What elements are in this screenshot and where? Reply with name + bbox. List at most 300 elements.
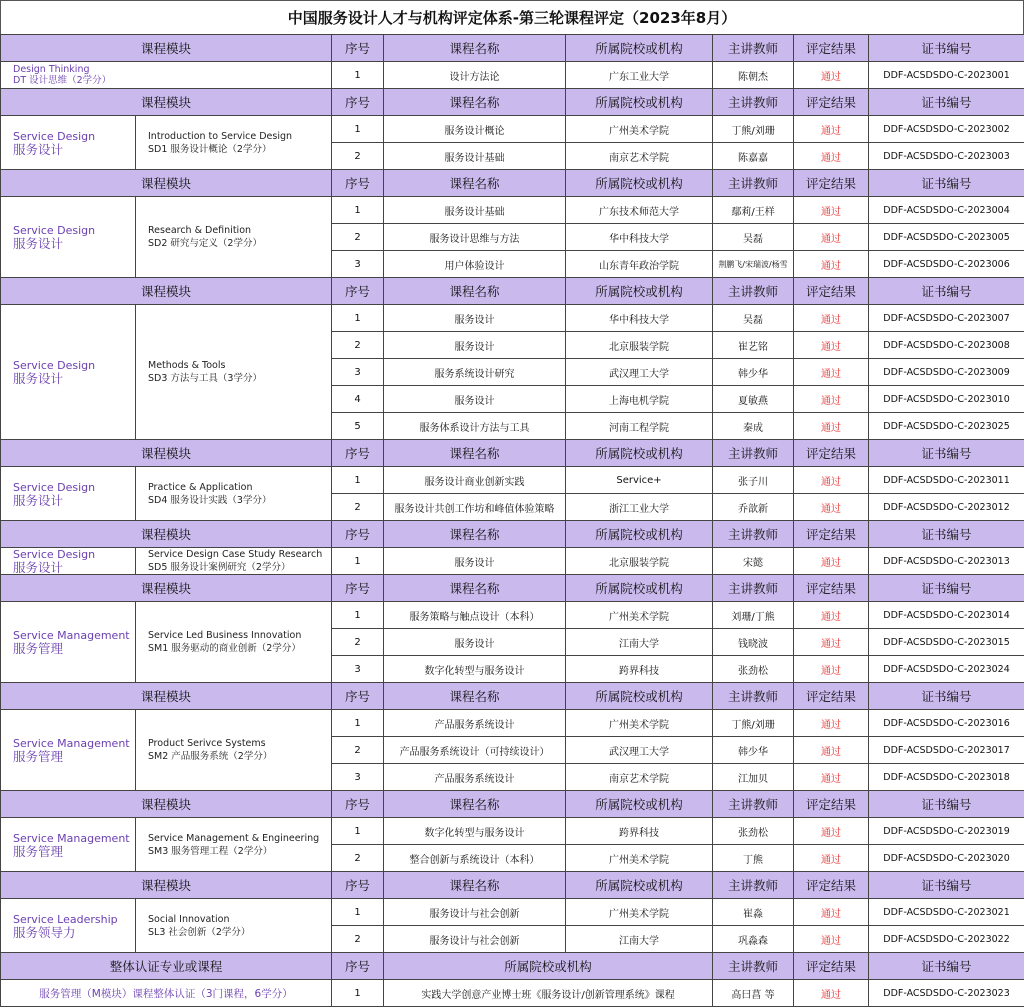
module-area-cn: 服务设计: [13, 494, 135, 507]
header-course-name: 课程名称: [384, 278, 566, 305]
seq-cell: 2: [332, 926, 384, 953]
header-cert: 证书编号: [869, 521, 1024, 548]
course-name-cell: 服务设计与社会创新: [384, 926, 566, 953]
header-cert: 证书编号: [869, 683, 1024, 710]
module-course-en: Research & Definition: [148, 224, 331, 237]
header-module: 课程模块: [1, 278, 332, 305]
teacher-cell: 张劲松: [713, 818, 794, 845]
teacher-cell: 崔淼: [713, 899, 794, 926]
header-institution: 所属院校或机构: [566, 170, 713, 197]
header-module: 课程模块: [1, 872, 332, 899]
module-area-cn: 服务管理: [13, 750, 135, 763]
final-module-cell: 服务管理（M模块）课程整体认证（3门课程，6学分）: [1, 980, 332, 1007]
seq-cell: 1: [332, 467, 384, 494]
institution-cell: 北京服装学院: [566, 332, 713, 359]
seq-cell: 2: [332, 737, 384, 764]
header-module: 课程模块: [1, 170, 332, 197]
final-result-cell: 通过: [794, 980, 869, 1007]
module-course-cn: SM3 服务管理工程（2学分）: [148, 845, 331, 858]
course-name-cell: 服务设计商业创新实践: [384, 467, 566, 494]
header-teacher: 主讲教师: [713, 89, 794, 116]
teacher-cell: 荆鹏飞/宋瑞波/杨雪: [713, 251, 794, 278]
header-row: [1, 35, 1024, 62]
module-course-cell: [136, 467, 332, 521]
header-cert: 证书编号: [869, 89, 1024, 116]
cert-cell: DDF-ACSDSDO-C-2023010: [869, 386, 1024, 413]
header-row: [1, 521, 1024, 548]
teacher-cell: 崔艺铭: [713, 332, 794, 359]
teacher-cell: 鄢莉/王样: [713, 197, 794, 224]
result-cell: 通过: [794, 359, 869, 386]
course-name-cell: 服务设计基础: [384, 143, 566, 170]
cert-cell: DDF-ACSDSDO-C-2023018: [869, 764, 1024, 791]
header-institution: 所属院校或机构: [566, 872, 713, 899]
table-row: [1, 710, 1024, 737]
institution-cell: 跨界科技: [566, 656, 713, 683]
header-institution: 所属院校或机构: [566, 35, 713, 62]
module-area-cell: [1, 305, 136, 440]
result-cell: 通过: [794, 764, 869, 791]
final-header-module: 整体认证专业或课程: [1, 953, 332, 980]
seq-cell: 1: [332, 710, 384, 737]
header-teacher: 主讲教师: [713, 683, 794, 710]
module-course-cell: [136, 899, 332, 953]
result-cell: 通过: [794, 224, 869, 251]
cert-cell: DDF-ACSDSDO-C-2023012: [869, 494, 1024, 521]
table-row: [1, 602, 1024, 629]
header-teacher: 主讲教师: [713, 35, 794, 62]
cert-cell: DDF-ACSDSDO-C-2023006: [869, 251, 1024, 278]
seq-cell: 2: [332, 332, 384, 359]
header-seq: 序号: [332, 35, 384, 62]
header-teacher: 主讲教师: [713, 440, 794, 467]
header-institution: 所属院校或机构: [566, 89, 713, 116]
teacher-cell: 巩淼森: [713, 926, 794, 953]
header-result: 评定结果: [794, 872, 869, 899]
module-area-en: Service Design: [13, 130, 135, 143]
module-area-en: Service Design: [13, 359, 135, 372]
result-cell: 通过: [794, 845, 869, 872]
cert-cell: DDF-ACSDSDO-C-2023013: [869, 548, 1024, 575]
module-course-en: Methods & Tools: [148, 359, 331, 372]
seq-cell: 1: [332, 116, 384, 143]
module-area-cell: [1, 818, 136, 872]
module-area-en: Service Leadership: [13, 913, 135, 926]
module-course-en: Product Serivce Systems: [148, 737, 331, 750]
module-area-cn: 服务设计: [13, 561, 135, 574]
cert-cell: DDF-ACSDSDO-C-2023021: [869, 899, 1024, 926]
header-teacher: 主讲教师: [713, 278, 794, 305]
cert-cell: DDF-ACSDSDO-C-2023009: [869, 359, 1024, 386]
cert-cell: DDF-ACSDSDO-C-2023011: [869, 467, 1024, 494]
result-cell: 通过: [794, 116, 869, 143]
module-course-en: Service Design Case Study Research: [148, 548, 331, 561]
result-cell: 通过: [794, 332, 869, 359]
module-area-en: Service Design: [13, 481, 135, 494]
header-institution: 所属院校或机构: [566, 521, 713, 548]
result-cell: 通过: [794, 818, 869, 845]
header-seq: 序号: [332, 872, 384, 899]
module-cn: DT 设计思维（2学分）: [13, 75, 331, 86]
header-institution: 所属院校或机构: [566, 575, 713, 602]
module-course-en: Service Led Business Innovation: [148, 629, 331, 642]
header-result: 评定结果: [794, 440, 869, 467]
teacher-cell: 丁熊/刘珊: [713, 116, 794, 143]
table-row: [1, 467, 1024, 494]
header-course-name: 课程名称: [384, 35, 566, 62]
module-area-cn: 服务管理: [13, 845, 135, 858]
header-course-name: 课程名称: [384, 89, 566, 116]
module-area-en: Service Management: [13, 737, 135, 750]
cert-cell: DDF-ACSDSDO-C-2023024: [869, 656, 1024, 683]
institution-cell: 广州美术学院: [566, 602, 713, 629]
module-course-en: Practice & Application: [148, 481, 331, 494]
header-cert: 证书编号: [869, 170, 1024, 197]
header-row: [1, 89, 1024, 116]
result-cell: 通过: [794, 197, 869, 224]
final-header-result: 评定结果: [794, 953, 869, 980]
teacher-cell: 丁熊: [713, 845, 794, 872]
course-name-cell: 服务系统设计研究: [384, 359, 566, 386]
seq-cell: 1: [332, 305, 384, 332]
table-row: [1, 818, 1024, 845]
cert-cell: DDF-ACSDSDO-C-2023016: [869, 710, 1024, 737]
result-cell: 通过: [794, 386, 869, 413]
course-name-cell: 服务设计: [384, 386, 566, 413]
cert-cell: DDF-ACSDSDO-C-2023007: [869, 305, 1024, 332]
seq-cell: 2: [332, 224, 384, 251]
course-name-cell: 用户体验设计: [384, 251, 566, 278]
course-name-cell: 产品服务系统设计（可持续设计）: [384, 737, 566, 764]
course-name-cell: 服务设计共创工作坊和峰值体验策略: [384, 494, 566, 521]
cert-cell: DDF-ACSDSDO-C-2023015: [869, 629, 1024, 656]
header-course-name: 课程名称: [384, 575, 566, 602]
course-name-cell: 数字化转型与服务设计: [384, 818, 566, 845]
module-area-cell: [1, 710, 136, 791]
seq-cell: 3: [332, 251, 384, 278]
seq-cell: 1: [332, 548, 384, 575]
module-course-cell: [136, 305, 332, 440]
module-course-cell: [136, 197, 332, 278]
header-seq: 序号: [332, 278, 384, 305]
header-module: 课程模块: [1, 35, 332, 62]
result-cell: 通过: [794, 629, 869, 656]
seq-cell: 2: [332, 629, 384, 656]
teacher-cell: 刘珊/丁熊: [713, 602, 794, 629]
header-seq: 序号: [332, 683, 384, 710]
course-name-cell: 服务设计与社会创新: [384, 899, 566, 926]
institution-cell: 河南工程学院: [566, 413, 713, 440]
cert-cell: DDF-ACSDSDO-C-2023022: [869, 926, 1024, 953]
final-header-cert: 证书编号: [869, 953, 1024, 980]
header-seq: 序号: [332, 575, 384, 602]
result-cell: 通过: [794, 467, 869, 494]
teacher-cell: 张子川: [713, 467, 794, 494]
institution-cell: 上海电机学院: [566, 386, 713, 413]
header-row: [1, 791, 1024, 818]
header-result: 评定结果: [794, 170, 869, 197]
module-course-en: Service Management & Engineering: [148, 832, 331, 845]
seq-cell: 2: [332, 845, 384, 872]
institution-cell: 华中科技大学: [566, 305, 713, 332]
teacher-cell: 韩少华: [713, 737, 794, 764]
module-area-cell: [1, 602, 136, 683]
header-course-name: 课程名称: [384, 170, 566, 197]
module-course-cell: [136, 710, 332, 791]
module-course-cn: SD2 研究与定义（2学分）: [148, 237, 331, 250]
teacher-cell: 秦成: [713, 413, 794, 440]
module-area-en: Service Design: [13, 224, 135, 237]
final-teacher-cell: 高曰菖 等: [713, 980, 794, 1007]
header-cert: 证书编号: [869, 35, 1024, 62]
result-cell: 通过: [794, 62, 869, 89]
header-result: 评定结果: [794, 791, 869, 818]
seq-cell: 3: [332, 359, 384, 386]
course-name-cell: 设计方法论: [384, 62, 566, 89]
header-teacher: 主讲教师: [713, 170, 794, 197]
header-institution: 所属院校或机构: [566, 683, 713, 710]
header-module: 课程模块: [1, 575, 332, 602]
institution-cell: 武汉理工大学: [566, 359, 713, 386]
header-cert: 证书编号: [869, 872, 1024, 899]
header-course-name: 课程名称: [384, 521, 566, 548]
cert-cell: DDF-ACSDSDO-C-2023005: [869, 224, 1024, 251]
institution-cell: Service+: [566, 467, 713, 494]
table-row: [1, 305, 1024, 332]
course-name-cell: 服务策略与触点设计（本科）: [384, 602, 566, 629]
cert-cell: DDF-ACSDSDO-C-2023003: [869, 143, 1024, 170]
header-row: [1, 575, 1024, 602]
institution-cell: 浙江工业大学: [566, 494, 713, 521]
teacher-cell: 韩少华: [713, 359, 794, 386]
final-row: [1, 980, 1024, 1007]
header-seq: 序号: [332, 89, 384, 116]
cert-cell: DDF-ACSDSDO-C-2023025: [869, 413, 1024, 440]
header-module: 课程模块: [1, 791, 332, 818]
module-en: Design Thinking: [13, 64, 331, 75]
header-result: 评定结果: [794, 89, 869, 116]
header-cert: 证书编号: [869, 278, 1024, 305]
header-row: [1, 872, 1024, 899]
module-course-cn: SD5 服务设计案例研究（2学分）: [148, 561, 331, 574]
header-row: [1, 440, 1024, 467]
result-cell: 通过: [794, 413, 869, 440]
cert-cell: DDF-ACSDSDO-C-2023004: [869, 197, 1024, 224]
institution-cell: 江南大学: [566, 629, 713, 656]
institution-cell: 武汉理工大学: [566, 737, 713, 764]
header-seq: 序号: [332, 791, 384, 818]
module-course-cn: SM1 服务驱动的商业创新（2学分）: [148, 642, 331, 655]
header-course-name: 课程名称: [384, 872, 566, 899]
cert-cell: DDF-ACSDSDO-C-2023008: [869, 332, 1024, 359]
header-result: 评定结果: [794, 575, 869, 602]
seq-cell: 5: [332, 413, 384, 440]
header-cert: 证书编号: [869, 440, 1024, 467]
header-course-name: 课程名称: [384, 683, 566, 710]
module-course-cell: [136, 548, 332, 575]
institution-cell: 南京艺术学院: [566, 143, 713, 170]
teacher-cell: 钱晓波: [713, 629, 794, 656]
module-area-cell: [1, 467, 136, 521]
institution-cell: 广州美术学院: [566, 899, 713, 926]
header-institution: 所属院校或机构: [566, 440, 713, 467]
institution-cell: 江南大学: [566, 926, 713, 953]
institution-cell: 广东工业大学: [566, 62, 713, 89]
module-area-en: Service Management: [13, 832, 135, 845]
teacher-cell: 夏敏燕: [713, 386, 794, 413]
teacher-cell: 陈朝杰: [713, 62, 794, 89]
course-name-cell: 产品服务系统设计: [384, 710, 566, 737]
course-name-cell: 产品服务系统设计: [384, 764, 566, 791]
header-row: [1, 170, 1024, 197]
result-cell: 通过: [794, 899, 869, 926]
teacher-cell: 张劲松: [713, 656, 794, 683]
teacher-cell: 乔歆新: [713, 494, 794, 521]
header-module: 课程模块: [1, 521, 332, 548]
result-cell: 通过: [794, 494, 869, 521]
header-module: 课程模块: [1, 89, 332, 116]
course-name-cell: 服务设计思维与方法: [384, 224, 566, 251]
module-course-cn: SM2 产品服务系统（2学分）: [148, 750, 331, 763]
header-institution: 所属院校或机构: [566, 791, 713, 818]
result-cell: 通过: [794, 602, 869, 629]
institution-cell: 华中科技大学: [566, 224, 713, 251]
teacher-cell: 江加贝: [713, 764, 794, 791]
module-area-en: Service Design: [13, 548, 135, 561]
header-course-name: 课程名称: [384, 791, 566, 818]
course-name-cell: 服务设计基础: [384, 197, 566, 224]
module-course-en: Introduction to Service Design: [148, 130, 331, 143]
result-cell: 通过: [794, 926, 869, 953]
institution-cell: 广州美术学院: [566, 116, 713, 143]
final-header-institution: 所属院校或机构: [384, 953, 713, 980]
header-module: 课程模块: [1, 440, 332, 467]
table-row: [1, 899, 1024, 926]
seq-cell: 2: [332, 494, 384, 521]
result-cell: 通过: [794, 656, 869, 683]
cert-cell: DDF-ACSDSDO-C-2023020: [869, 845, 1024, 872]
header-cert: 证书编号: [869, 791, 1024, 818]
module-course-cn: SD4 服务设计实践（3学分）: [148, 494, 331, 507]
page-title: 中国服务设计人才与机构评定体系-第三轮课程评定（2023年8月）: [0, 0, 1024, 34]
seq-cell: 1: [332, 818, 384, 845]
module-area-cn: 服务设计: [13, 143, 135, 156]
header-module: 课程模块: [1, 683, 332, 710]
header-teacher: 主讲教师: [713, 872, 794, 899]
seq-cell: 1: [332, 899, 384, 926]
teacher-cell: 吴磊: [713, 305, 794, 332]
course-name-cell: 整合创新与系统设计（本科）: [384, 845, 566, 872]
module-area-cn: 服务设计: [13, 237, 135, 250]
result-cell: 通过: [794, 143, 869, 170]
module-area-cell: [1, 548, 136, 575]
module-area-cell: [1, 899, 136, 953]
cert-cell: DDF-ACSDSDO-C-2023014: [869, 602, 1024, 629]
course-name-cell: 服务设计: [384, 332, 566, 359]
result-cell: 通过: [794, 737, 869, 764]
seq-cell: 2: [332, 143, 384, 170]
header-institution: 所属院校或机构: [566, 278, 713, 305]
final-header-teacher: 主讲教师: [713, 953, 794, 980]
seq-cell: 3: [332, 656, 384, 683]
course-name-cell: 服务设计: [384, 305, 566, 332]
course-name-cell: 数字化转型与服务设计: [384, 656, 566, 683]
final-header-row: [1, 953, 1024, 980]
institution-cell: 北京服装学院: [566, 548, 713, 575]
institution-cell: 山东青年政治学院: [566, 251, 713, 278]
header-seq: 序号: [332, 170, 384, 197]
header-seq: 序号: [332, 521, 384, 548]
module-area-cn: 服务设计: [13, 372, 135, 385]
header-result: 评定结果: [794, 683, 869, 710]
institution-cell: 跨界科技: [566, 818, 713, 845]
final-institution-cell: 实践大学创意产业博士班《服务设计/创新管理系统》课程: [384, 980, 713, 1007]
seq-cell: 4: [332, 386, 384, 413]
cert-cell: DDF-ACSDSDO-C-2023019: [869, 818, 1024, 845]
evaluation-table: [0, 34, 1024, 1007]
header-row: [1, 683, 1024, 710]
module-course-cell: [136, 818, 332, 872]
header-teacher: 主讲教师: [713, 521, 794, 548]
module-course-cn: SL3 社会创新（2学分）: [148, 926, 331, 939]
result-cell: 通过: [794, 710, 869, 737]
module-course-cell: [136, 116, 332, 170]
institution-cell: 南京艺术学院: [566, 764, 713, 791]
cert-cell: DDF-ACSDSDO-C-2023001: [869, 62, 1024, 89]
header-result: 评定结果: [794, 521, 869, 548]
header-result: 评定结果: [794, 278, 869, 305]
institution-cell: 广州美术学院: [566, 845, 713, 872]
final-header-seq: 序号: [332, 953, 384, 980]
result-cell: 通过: [794, 548, 869, 575]
seq-cell: 1: [332, 197, 384, 224]
table-row: [1, 116, 1024, 143]
header-teacher: 主讲教师: [713, 575, 794, 602]
module-area-cn: 服务管理: [13, 642, 135, 655]
header-course-name: 课程名称: [384, 440, 566, 467]
table-row: [1, 548, 1024, 575]
seq-cell: 1: [332, 62, 384, 89]
header-result: 评定结果: [794, 35, 869, 62]
final-cert-cell: DDF-ACSDSDO-C-2023023: [869, 980, 1024, 1007]
header-row: [1, 278, 1024, 305]
teacher-cell: 吴磊: [713, 224, 794, 251]
header-seq: 序号: [332, 440, 384, 467]
header-teacher: 主讲教师: [713, 791, 794, 818]
course-name-cell: 服务体系设计方法与工具: [384, 413, 566, 440]
seq-cell: 3: [332, 764, 384, 791]
cert-cell: DDF-ACSDSDO-C-2023017: [869, 737, 1024, 764]
teacher-cell: 宋懿: [713, 548, 794, 575]
module-course-cn: SD1 服务设计概论（2学分）: [148, 143, 331, 156]
cert-cell: DDF-ACSDSDO-C-2023002: [869, 116, 1024, 143]
final-seq-cell: 1: [332, 980, 384, 1007]
module-area-en: Service Management: [13, 629, 135, 642]
table-row: [1, 62, 1024, 89]
table-row: [1, 197, 1024, 224]
module-course-cn: SD3 方法与工具（3学分）: [148, 372, 331, 385]
module-area-cn: 服务领导力: [13, 926, 135, 939]
seq-cell: 1: [332, 602, 384, 629]
course-name-cell: 服务设计: [384, 629, 566, 656]
module-course-cell: [136, 602, 332, 683]
teacher-cell: 丁熊/刘珊: [713, 710, 794, 737]
module-area-cell: [1, 116, 136, 170]
module-course-en: Social Innovation: [148, 913, 331, 926]
module-area-cell: [1, 197, 136, 278]
institution-cell: 广东技术师范大学: [566, 197, 713, 224]
result-cell: 通过: [794, 305, 869, 332]
